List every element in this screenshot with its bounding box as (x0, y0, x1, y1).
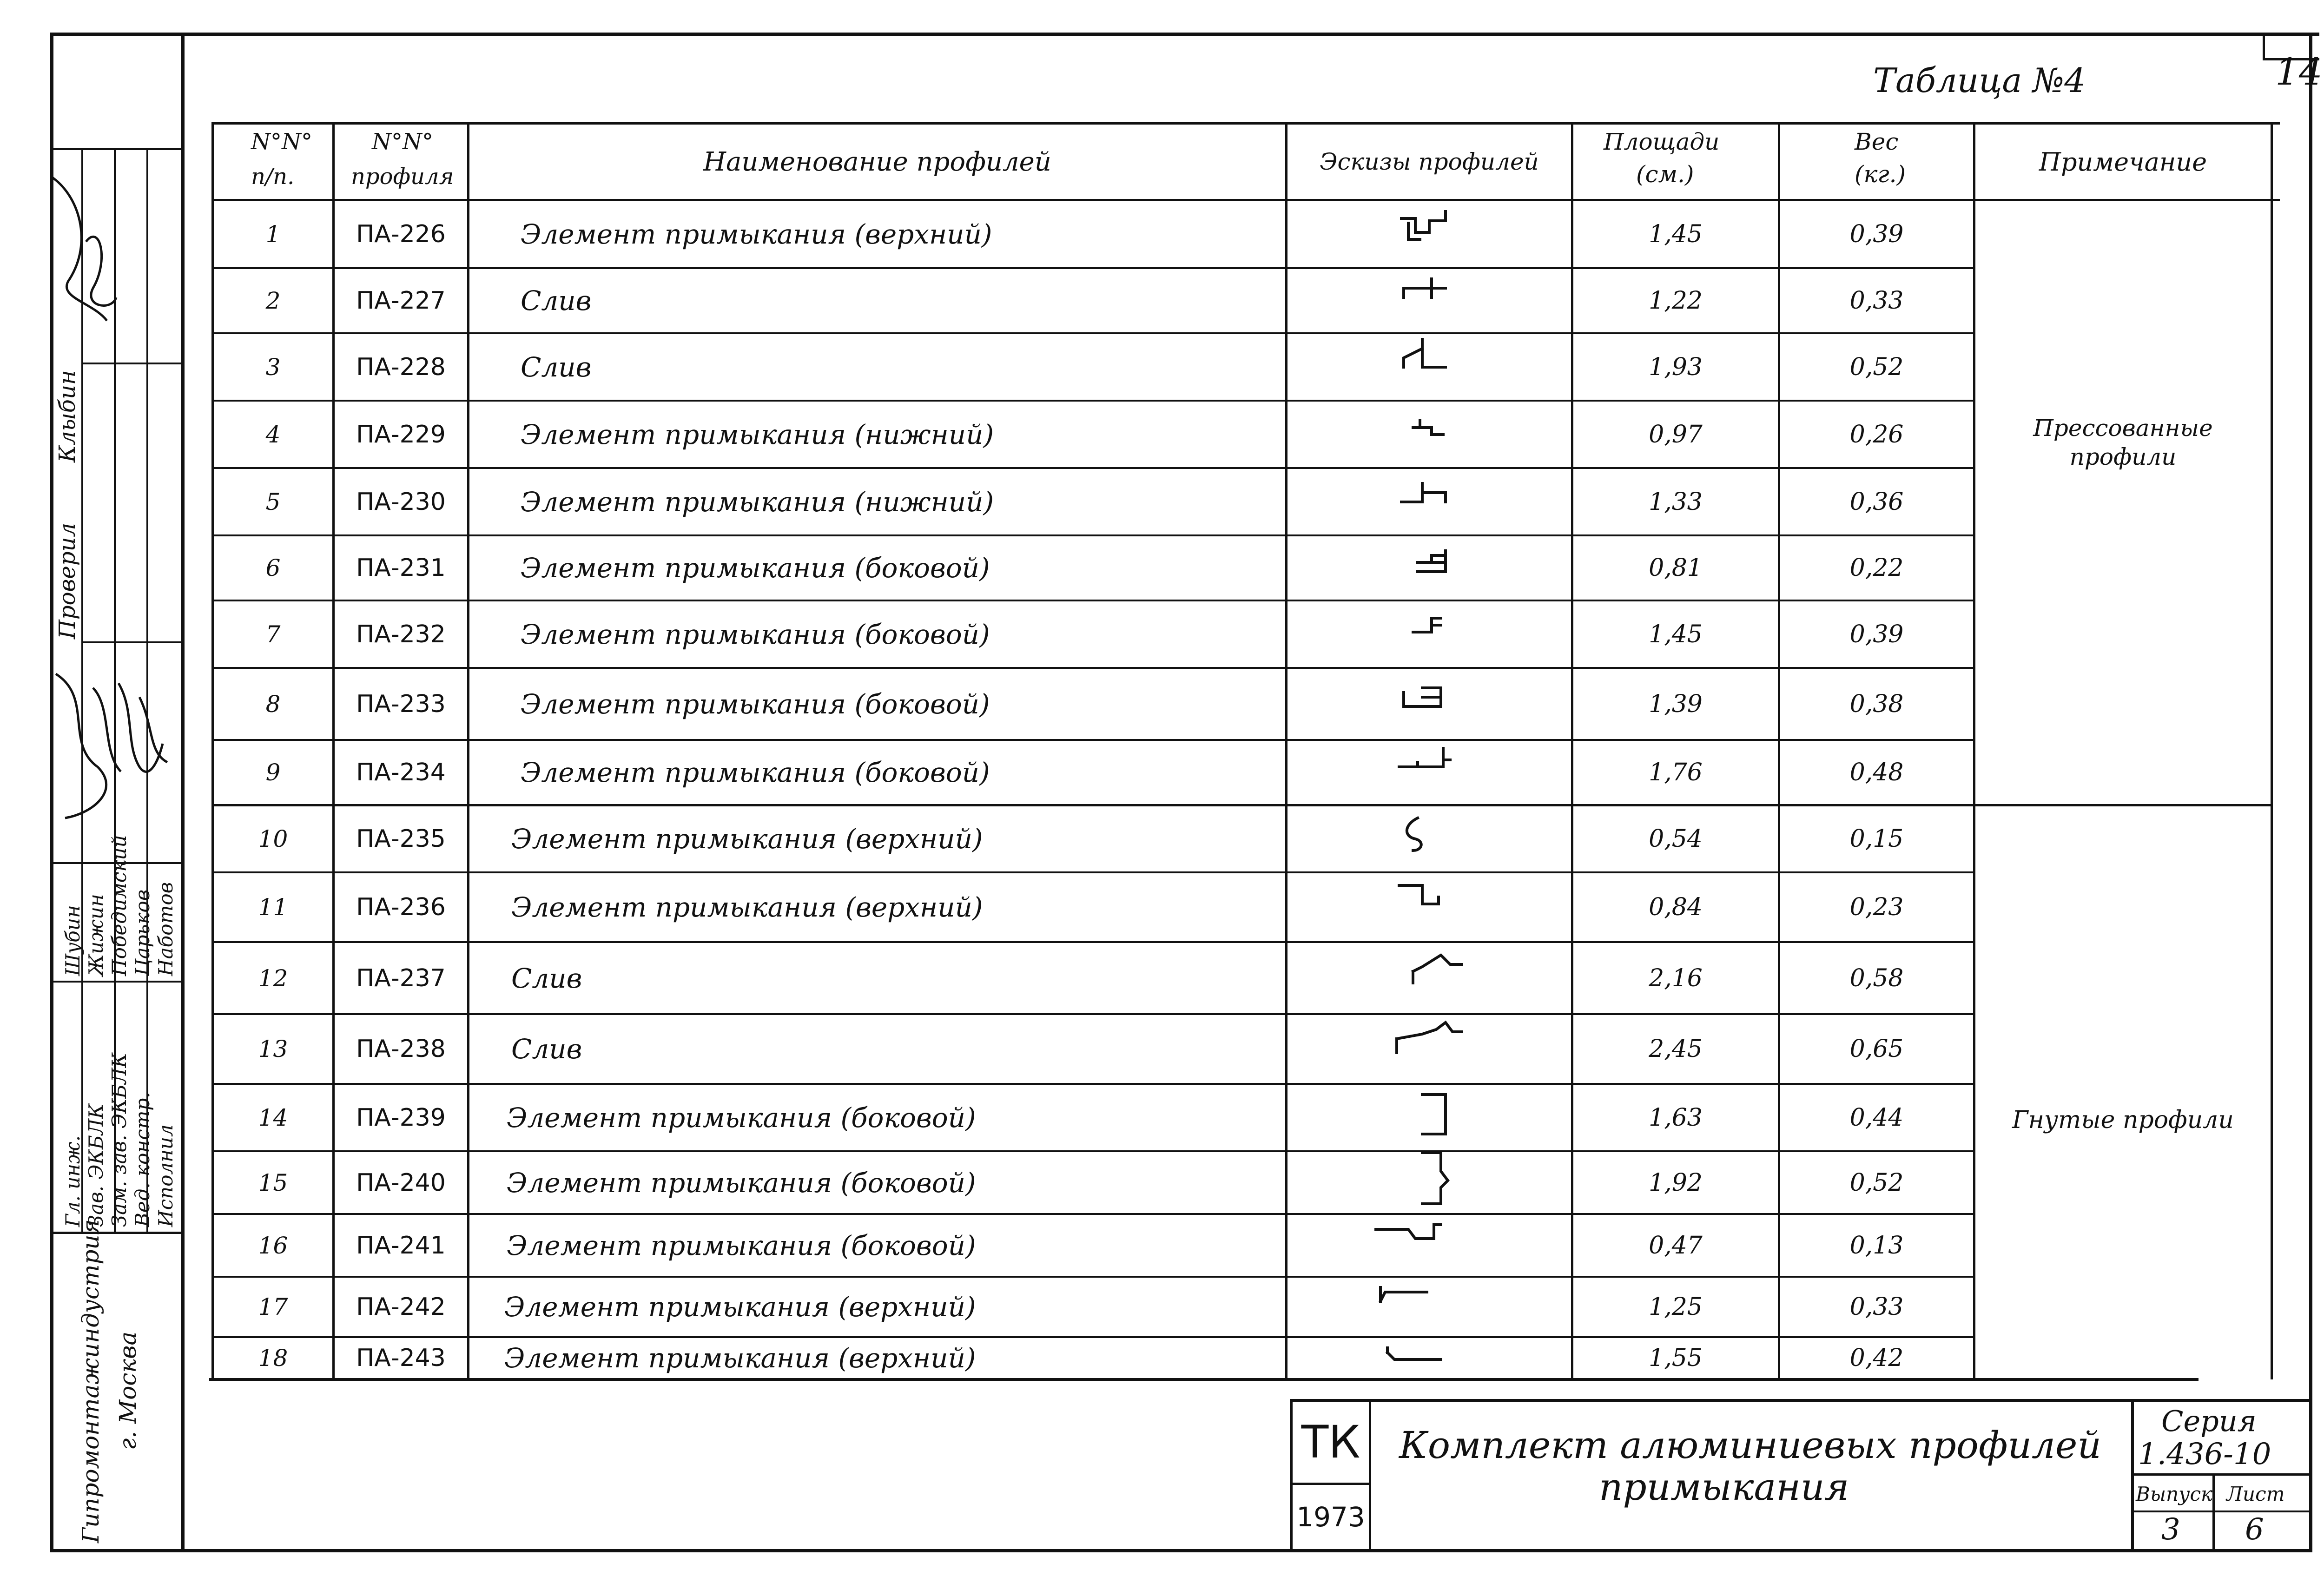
profile-weight: 0,23 (1849, 893, 1904, 921)
profile-weight: 0,22 (1849, 554, 1904, 582)
row-number: 7 (265, 620, 281, 648)
profile-name: Элемент примыкания (боковой) (521, 618, 990, 650)
profile-sketch (1387, 1348, 1441, 1359)
profile-area: 1,63 (1649, 1103, 1703, 1132)
stamp-issue-label: Выпуск (2136, 1483, 2213, 1505)
page-number: 14 (2275, 50, 2323, 93)
profile-sketch (1399, 885, 1439, 904)
row-number: 11 (258, 894, 288, 921)
profile-weight: 0,13 (1849, 1231, 1904, 1260)
profile-area: 1,93 (1649, 353, 1703, 381)
profile-area: 1,22 (1649, 287, 1703, 315)
stamp-series-label: Серия (2161, 1404, 2257, 1438)
profile-weight: 0,38 (1849, 690, 1904, 718)
profile-sketch (1422, 1153, 1448, 1204)
profile-code: ПА-242 (356, 1293, 446, 1321)
profile-area: 1,45 (1649, 620, 1703, 648)
row-number: 16 (258, 1232, 288, 1259)
profile-name: Элемент примыкания (верхний) (504, 1342, 976, 1374)
profile-code: ПА-239 (356, 1103, 446, 1132)
row-number: 8 (265, 690, 281, 718)
profile-name: Слив (521, 351, 592, 383)
side-role: Вед. констр. (131, 1092, 154, 1227)
profile-name: Слив (511, 1033, 582, 1065)
profile-code: ПА-230 (356, 488, 446, 516)
profile-name: Элемент примыкания (верхний) (511, 891, 983, 923)
profile-area: 0,81 (1649, 554, 1703, 582)
profile-sketch (1380, 1287, 1427, 1301)
profile-weight: 0,15 (1849, 825, 1904, 853)
profile-weight: 0,65 (1849, 1035, 1904, 1063)
profile-code: ПА-241 (356, 1231, 446, 1260)
profile-sketch (1399, 748, 1450, 767)
side-role: Зам. зав. ЭКБЛК (108, 1053, 131, 1227)
profile-code: ПА-233 (356, 690, 446, 718)
stamp-mark: ТК (1301, 1416, 1360, 1468)
stamp-sheet-value: 6 (2245, 1512, 2264, 1547)
profile-sketch (1397, 1022, 1462, 1053)
profile-sketch (1413, 421, 1443, 435)
profile-sketch (1376, 1225, 1441, 1239)
profile-code: ПА-228 (356, 353, 446, 381)
profile-sketch (1407, 818, 1421, 851)
profile-name: Слив (511, 962, 582, 994)
header-profile-line2: профиля (351, 164, 454, 190)
header-area-line1: Площади (1604, 128, 1720, 155)
header-weight-line2: (кг.) (1855, 161, 1906, 188)
profile-area: 1,55 (1649, 1344, 1703, 1372)
profile-sketch (1401, 483, 1446, 502)
profile-name: Элемент примыкания (боковой) (521, 688, 990, 720)
profile-area: 1,33 (1649, 488, 1703, 516)
header-num-line2: п/п. (251, 164, 295, 190)
profile-code: ПА-227 (356, 287, 446, 315)
side-role: Гл. инж. (61, 1135, 84, 1227)
side-checked-name: Клыбин (54, 370, 80, 462)
header-sketch: Эскизы профилей (1320, 148, 1539, 175)
stamp-title-line2: примыкания (1599, 1465, 1849, 1509)
profile-weight: 0,52 (1849, 1168, 1904, 1197)
side-role: Зав. ЭКБЛК (85, 1103, 107, 1227)
profile-code: ПА-236 (356, 893, 446, 921)
profile-code: ПА-237 (356, 964, 446, 992)
profile-name: Элемент примыкания (нижний) (521, 418, 994, 450)
stamp-series-value: 1.436-10 (2138, 1437, 2271, 1471)
profile-name: Элемент примыкания (верхний) (511, 823, 983, 855)
row-number: 5 (265, 488, 281, 515)
stamp-year: 1973 (1296, 1501, 1365, 1533)
row-number: 9 (265, 759, 281, 786)
row-number: 2 (265, 287, 281, 314)
note-pressed-line2: профили (2069, 443, 2177, 470)
row-number: 18 (258, 1345, 288, 1372)
profile-code: ПА-234 (356, 759, 446, 786)
profile-weight: 0,26 (1849, 420, 1904, 449)
profile-name: Слив (521, 285, 592, 317)
profile-code: ПА-243 (356, 1344, 446, 1372)
profile-code: ПА-232 (356, 620, 446, 648)
profile-weight: 0,52 (1849, 353, 1904, 381)
profile-name: Элемент примыкания (верхний) (521, 218, 992, 250)
profile-name: Элемент примыкания (боковой) (507, 1102, 976, 1134)
profile-weight: 0,58 (1849, 964, 1904, 992)
header-name: Наименование профилей (703, 146, 1051, 177)
profile-code: ПА-226 (356, 220, 446, 248)
table-title: Таблица №4 (1873, 61, 2086, 100)
header-area-line2: (см.) (1636, 161, 1694, 188)
profile-area: 0,84 (1649, 893, 1703, 921)
profile-code: ПА-238 (356, 1035, 446, 1063)
side-name: Наботов (154, 882, 177, 976)
profile-area: 1,76 (1649, 759, 1703, 786)
profile-sketch (1413, 955, 1462, 983)
profile-name: Элемент примыкания (боковой) (521, 552, 990, 584)
row-number: 10 (258, 825, 288, 852)
row-number: 13 (258, 1036, 288, 1062)
profile-sketch (1422, 1095, 1446, 1134)
profile-weight: 0,33 (1849, 287, 1904, 315)
side-name: Царьков (131, 889, 154, 976)
profile-sketch (1404, 339, 1446, 367)
profile-area: 0,97 (1649, 420, 1703, 449)
side-org-city: г. Москва (114, 1331, 141, 1450)
profile-weight: 0,39 (1849, 620, 1904, 648)
profile-code: ПА-235 (356, 825, 446, 853)
profile-area: 2,45 (1649, 1035, 1703, 1063)
profile-area: 1,39 (1649, 690, 1703, 718)
stamp-title-line1: Комплект алюминиевых профилей (1399, 1424, 2101, 1467)
profile-area: 0,47 (1649, 1231, 1703, 1260)
profile-weight: 0,44 (1849, 1103, 1904, 1132)
profile-sketch (1404, 688, 1441, 706)
profile-code: ПА-240 (356, 1168, 446, 1197)
header-weight-line1: Вес (1855, 128, 1899, 155)
stamp-sheet-label: Лист (2226, 1483, 2285, 1505)
profile-weight: 0,39 (1849, 220, 1904, 248)
side-org-name: Гипромонтажиндустрия (77, 1219, 104, 1543)
profile-sketch (1401, 211, 1446, 239)
row-number: 15 (258, 1169, 288, 1196)
side-name: Победимский (108, 835, 131, 976)
profile-code: ПА-231 (356, 554, 446, 582)
note-pressed-line1: Прессованные (2033, 415, 2213, 442)
profile-weight: 0,36 (1849, 488, 1904, 516)
profile-sketch (1418, 551, 1446, 572)
row-number: 1 (265, 221, 281, 248)
row-number: 4 (265, 421, 281, 448)
profile-name: Элемент примыкания (боковой) (507, 1229, 976, 1261)
profile-code: ПА-229 (356, 420, 446, 449)
side-name: Шубин (61, 905, 84, 976)
profile-sketch (1404, 279, 1446, 297)
header-profile-line1: N°N° (372, 129, 433, 155)
header-num-line1: N°N° (251, 129, 312, 155)
profile-sketch (1413, 618, 1441, 632)
side-checked-label: Проверил (54, 522, 80, 639)
row-number: 17 (258, 1293, 288, 1320)
note-bent: Гнутые профили (2012, 1106, 2234, 1134)
profile-area: 1,45 (1649, 220, 1703, 248)
side-role: Исполнил (154, 1124, 177, 1227)
row-number: 12 (258, 964, 288, 992)
profile-weight: 0,42 (1849, 1344, 1904, 1372)
profile-weight: 0,33 (1849, 1293, 1904, 1321)
profile-area: 1,92 (1649, 1168, 1703, 1197)
header-note: Примечание (2039, 147, 2207, 177)
profile-name: Элемент примыкания (нижний) (521, 486, 994, 518)
profile-weight: 0,48 (1849, 759, 1904, 786)
profile-area: 2,16 (1649, 964, 1703, 992)
profile-area: 1,25 (1649, 1293, 1703, 1321)
stamp-issue-value: 3 (2161, 1512, 2180, 1547)
row-number: 14 (258, 1104, 288, 1131)
side-name: Жижин (85, 894, 107, 976)
profile-name: Элемент примыкания (боковой) (507, 1167, 976, 1199)
profile-name: Элемент примыкания (верхний) (504, 1291, 976, 1323)
row-number: 3 (265, 353, 281, 381)
profile-area: 0,54 (1649, 825, 1703, 853)
profile-name: Элемент примыкания (боковой) (521, 757, 990, 788)
row-number: 6 (265, 554, 281, 581)
